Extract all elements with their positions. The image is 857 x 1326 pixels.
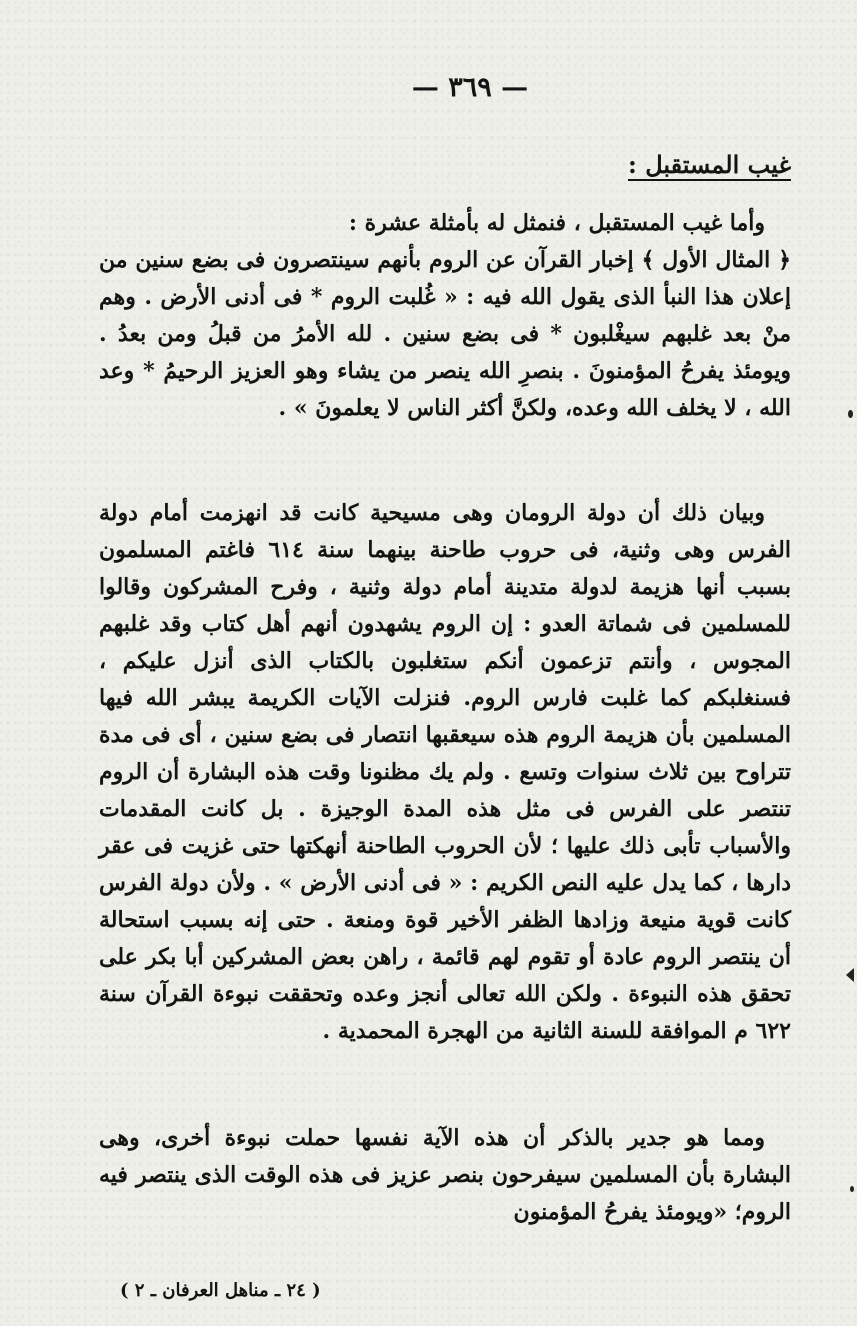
explanation-block <box>99 495 791 1050</box>
margin-dot-mark <box>850 1186 854 1192</box>
paragraph-intro: وأما غيب المستقبل ، فنمثل له بأمثلة عشرة : <box>348 210 765 236</box>
closing-block <box>99 1120 791 1231</box>
paragraph-closing: ومما هو جدير بالذكر أن هذه الآية نفسها حملت نبوءة أخرى، وهى البشارة بأن المسلمين سيفرحون بنصر عزيز فى هذه الوقت الذى ينتصر فيه الروم؛ «ويومئذ يفرحُ المؤمنون <box>99 1125 791 1225</box>
margin-arrow-mark <box>846 968 854 982</box>
footer-signature: ( ٢٤ ـ مناهل العرفان ـ ٢ ) <box>120 1280 321 1301</box>
intro-block <box>99 205 791 427</box>
page-number: — ٣٦٩ — <box>411 72 529 103</box>
paragraph-explanation: وبيان ذلك أن دولة الرومان وهى مسيحية كانت قد انهزمت أمام دولة الفرس وهى وثنية، فى حروب طاحنة بينهما سنة ٦١٤ فاغتم المسلمون بسبب أنها هزيمة لدولة متدينة أمام دولة وثنية ، وفرح المشركون وقالوا للمسلمين فى شماتة العدو : إن الروم يشهدون أنهم أهل كتاب وقد غلبهم المجوس ، وأنتم تزعمون أنكم ستغلبون بالكتاب الذى أنزل عليكم ، فسنغلبكم كما غلبت فارس الروم. فنزلت الآيات الكريمة يبشر الله فيها المسلمين بأن هزيمة الروم هذه سيعقبها انتصار فى بضع سنين ، أى فى مدة تتراوح بين ثلاث سنوات وتسع . ولم يك مظنونا وقت هذه البشارة أن الروم تنتصر على الفرس فى مثل هذه المدة الوجيزة . بل كانت المقدمات والأسباب تأبى ذلك عليها ؛ لأن الحروب الطاحنة أنهكتها حتى غزيت فى عقر دارها ، كما يدل عليه النص الكريم : « فى أدنى الأرض » . ولأن دولة الفرس كانت قوية منيعة وزادها الظفر الأخير قوة ومنعة . حتى إنه بسبب استحالة أن ينتصر الروم عادة أو تقوم لهم قائمة ، راهن بعض المشركين أبا بكر على تحقق هذه النبوءة . ولكن الله تعالى أنجز وعده وتحققت نبوءة القرآن سنة ٦٢٢ م الموافقة للسنة الثانية من الهجرة المحمدية . <box>99 500 791 1044</box>
section-heading: غيب المستقبل : <box>628 150 791 179</box>
paragraph-example-one: ﴿ المثال الأول ﴾ إخبار القرآن عن الروم بأنهم سينتصرون فى بضع سنين من إعلان هذا النبأ الذى يقول الله فيه : « غُلبت الروم * فى أدنى الأرض . وهم منْ بعد غلبهم سيغْلبون * فى بضع سنين . لله الأمرُ من قبلُ ومن بعدُ . ويومئذ يفرحُ المؤمنونَ . بنصرِ الله ينصر من يشاء وهو العزيز الرحيمُ * وعد الله ، لا يخلف الله وعده، ولكنَّ أكثر الناس لا يعلمونَ » . <box>99 247 791 421</box>
margin-dot-mark <box>848 410 853 418</box>
